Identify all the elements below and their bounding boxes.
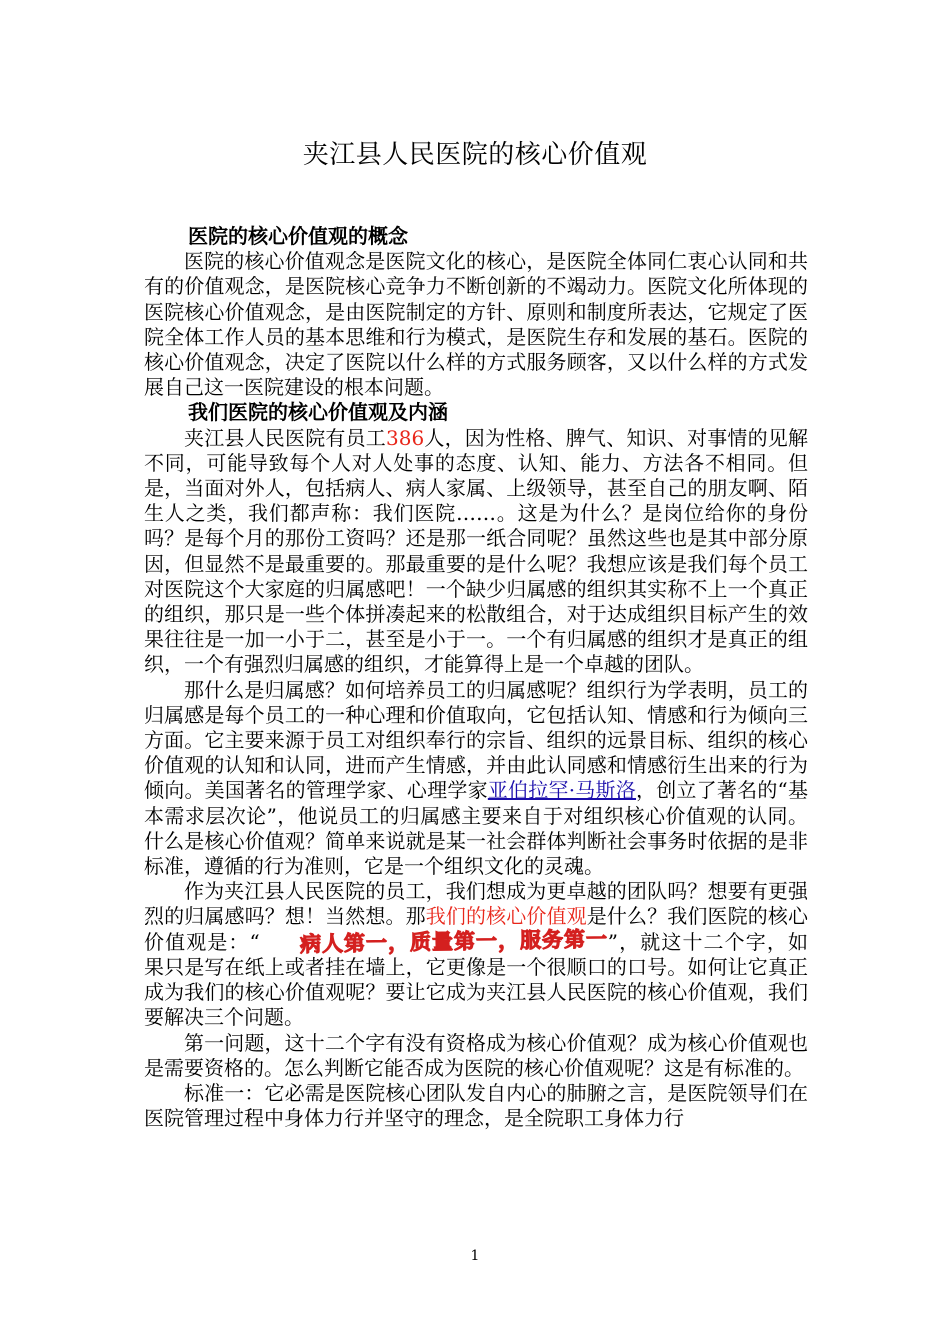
text-run: 是什么？我们医院的核心价值观是：“ (144, 904, 808, 954)
paragraph-standard-one: 标准一：它必需是医院核心团队发自内心的肺腑之言，是医院领导们在医院管理过程中身体力行并坚守的理念，是全院职工身体力行 (144, 1080, 808, 1131)
staff-count: 386 (386, 425, 425, 450)
text-run: 夹江县人民医院有员工 (184, 425, 387, 450)
paragraph-staff (144, 426, 808, 678)
paragraph-question-one: 第一问题，这十二个字有没有资格成为核心价值观？成为核心价值观也是需要资格的。怎么判断它能否成为医院的核心价值观呢？这是有标准的。 (144, 1030, 808, 1080)
paragraph-core-values (144, 879, 808, 1030)
text-run: 人，因为性格、脾气、知识、对事情的见解不同，可能导致每个人对人处事的态度、认知、能力、方法各不相同。但是，当面对外人，包括病人、病人家属、上级领导，甚至自己的朋友啊、陌生人之类，我们都声称：我们医院……。这是为什么？是岗位给你的身份吗？是每个月的那份工资吗？还是那一纸合同呢？虽然这些也是其中部分原因，但显然不是最重要的。那最重要的是什么呢？我想应该是我们每个员工对医院这个大家庭的归属感吧！一个缺少归属感的组织其实称不上一个真正的组织，那只是一些个体拼凑起来的松散组合，对于达成组织目标产生的效果往往是一加一小于二，甚至是小于一。一个有归属感的组织才是真正的组织，一个有强烈归属感的组织，才能算得上是一个卓越的团队。 (144, 425, 809, 677)
paragraph-belonging (144, 678, 808, 880)
paragraph-concept: 医院的核心价值观念是医院文化的核心，是医院全体同仁衷心认同和共有的价值观念，是医院核心竞争力不断创新的不竭动力。医院文化所体现的医院核心价值观念，是由医院制定的方针、原则和制度所表达，它规定了医院全体工作人员的基本思维和行为模式，是医院生存和发展的基石。医院的核心价值观念，决定了医院以什么样的方式服务顾客，又以什么样的方式发展自己这一医院建设的根本问题。 (144, 249, 808, 400)
document-body (144, 224, 808, 1131)
text-run: ，创立了著名的“基本需求层次论”，他说员工的归属感主要来自于对组织核心价值观的认同。什么是核心价值观？简单来说就是某一社会群体判断社会事务时依据的是非标准，遵循的行为准则，它是一个组织文化的灵魂。 (144, 778, 809, 879)
maslow-link[interactable]: 亚伯拉罕·马斯洛 (487, 778, 636, 803)
text-run: 作为夹江县人民医院的员工，我们想成为更卓越的团队吗？想要有更强烈的归属感吗？想！当然想。那 (144, 879, 808, 929)
slogan-art-text: 病人第一，质量第一，服务第一 (299, 926, 608, 957)
page-number: 1 (470, 1248, 480, 1264)
section-heading-our-values: 我们医院的核心价值观及内涵 (188, 400, 448, 425)
section-heading-concept: 医院的核心价值观的概念 (188, 224, 408, 248)
text-run: 那什么是归属感？如何培养员工的归属感呢？组织行为学表明，员工的归属感是每个员工的一种心理和价值取向，它包括认知、情感和行为倾向三方面。它主要来源于员工对组织奉行的宗旨、组织的远景目标、组织的核心价值观的认知和认同，进而产生情感，并由此认同感和情感衍生出来的行为倾向。美国著名的管理学家、心理学家 (144, 677, 808, 803)
text-run: ”，就这十二个字，如果只是写在纸上或者挂在墙上，它更像是一个很顺口的口号。如何让它真正成为我们的核心价值观呢？要让它成为夹江县人民医院的核心价值观，我们要解决三个问题。 (144, 929, 808, 1030)
page-title: 夹江县人民医院的核心价值观 (302, 140, 648, 170)
core-values-highlight: 我们的核心价值观 (425, 904, 587, 929)
